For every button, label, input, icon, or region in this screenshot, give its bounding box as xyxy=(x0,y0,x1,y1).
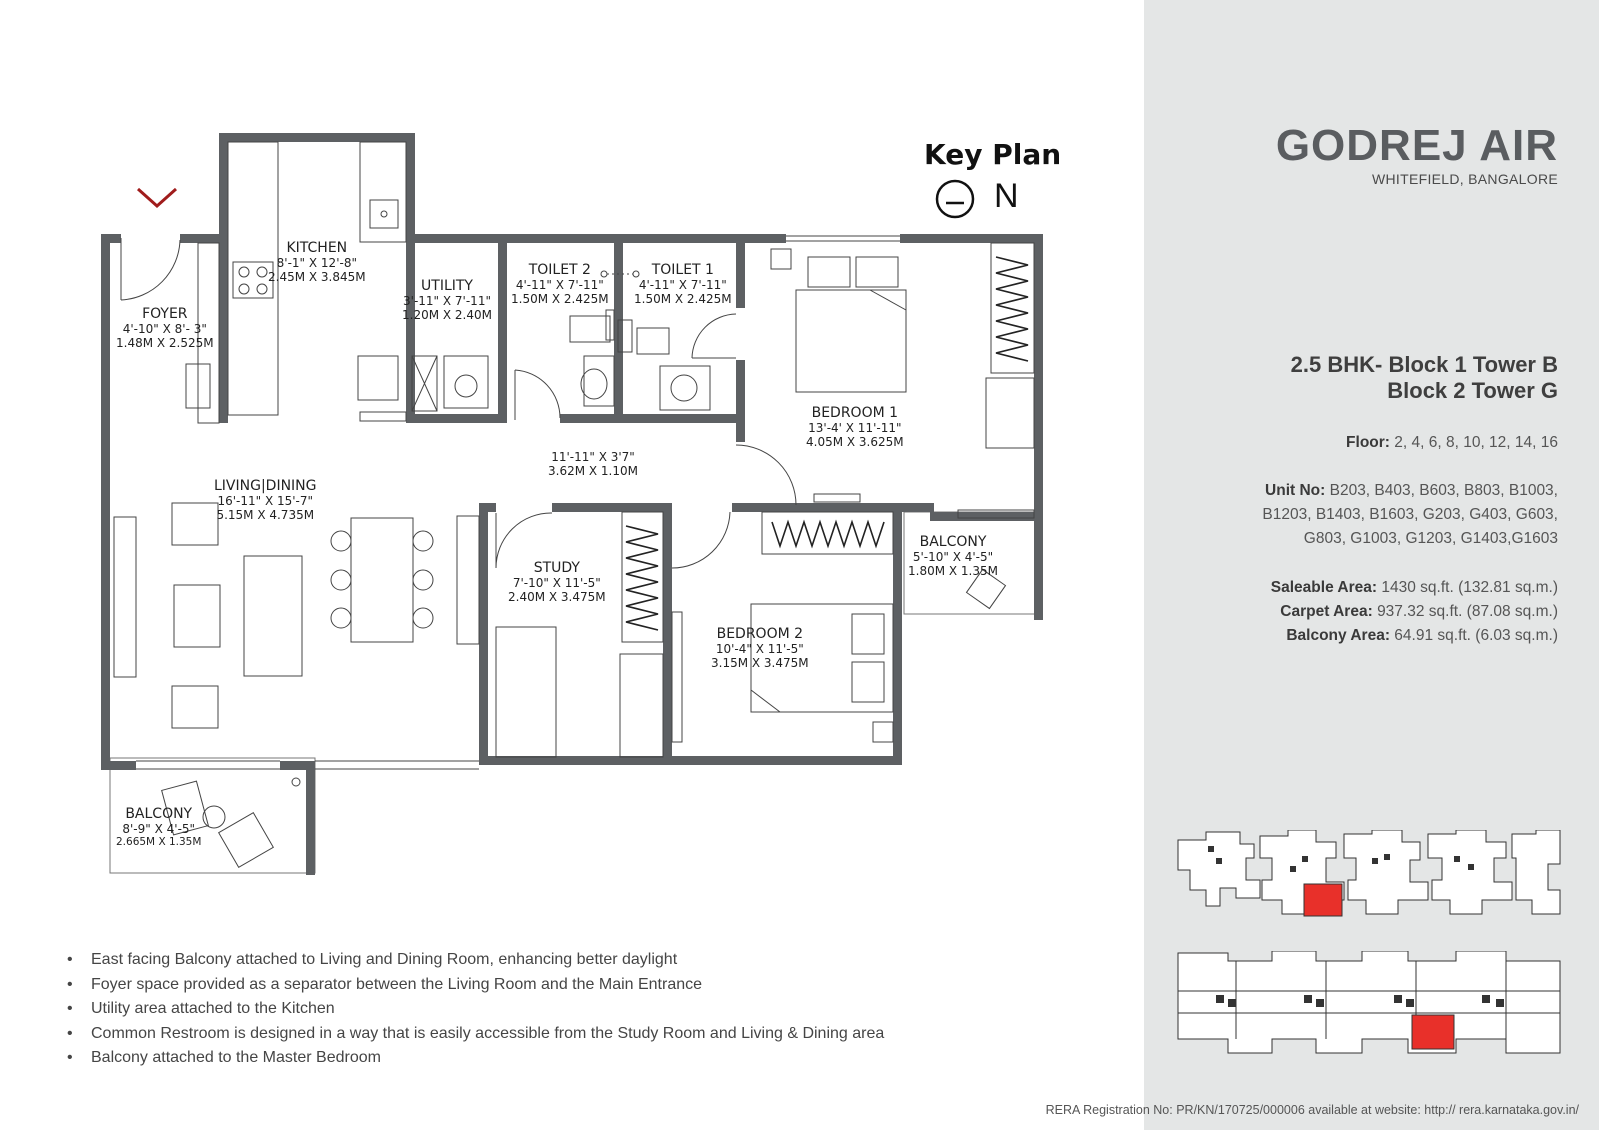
feature-item: • Common Restroom is designed in a way that is easily accessible from the Study Room and Living & Dining area xyxy=(67,1022,884,1047)
brand-title: GODREJ AIR xyxy=(1275,121,1558,170)
room-label-balcony-bedroom: BALCONY 5'-10" X 4'-5" 1.80M X 1.35M xyxy=(908,534,998,578)
wardrobe-bedroom2 xyxy=(772,522,884,546)
room-label-bedroom1: BEDROOM 1 13'-4' X 11'-11" 4.05M X 3.625M xyxy=(806,405,904,449)
entrance-marker xyxy=(138,189,176,206)
feature-list xyxy=(67,948,884,1071)
unit-highlight xyxy=(1412,1015,1454,1049)
key-plan-block2 xyxy=(1176,951,1561,1056)
room-label-study: STUDY 7'-10" X 11'-5" 2.40M X 3.475M xyxy=(508,560,606,604)
room-label-passage: 11'-11" X 3'7" 3.62M X 1.10M xyxy=(548,450,638,478)
brand-subtitle: WHITEFIELD, BANGALORE xyxy=(1372,171,1558,187)
unit-highlight xyxy=(1304,884,1342,916)
room-label-living-dining: LIVING|DINING 16'-11" X 15'-7" 5.15M X 4.735M xyxy=(214,478,317,522)
room-label-balcony-living: BALCONY 8'-9" X 4'-5" 2.665M X 1.35M xyxy=(116,806,202,848)
north-compass-icon xyxy=(937,181,973,217)
bhk-title: 2.5 BHK- Block 1 Tower B Block 2 Tower G xyxy=(1290,352,1558,403)
feature-item: • East facing Balcony attached to Living and Dining Room, enhancing better daylight xyxy=(67,948,884,973)
north-label: N xyxy=(994,177,1019,215)
brand-block xyxy=(1276,123,1558,187)
wardrobe-bedroom1 xyxy=(996,257,1028,361)
room-label-bedroom2: BEDROOM 2 10'-4" X 11'-5" 3.15M X 3.475M xyxy=(711,626,809,670)
room-label-toilet2: TOILET 2 4'-11" X 7'-11" 1.50M X 2.425M xyxy=(511,262,609,306)
rera-note: RERA Registration No: PR/KN/170725/000006 available at website: http:// rera.karnataka.gov.in/ xyxy=(1045,1103,1579,1117)
wardrobe-study xyxy=(626,526,658,630)
room-label-foyer: FOYER 4'-10" X 8'- 3" 1.48M X 2.525M xyxy=(116,306,214,350)
room-label-kitchen: KITCHEN 8'-1" X 12'-8" 2.45M X 3.845M xyxy=(268,240,366,284)
unit-info: Unit No: B203, B403, B603, B803, B1003, B1203, B1403, B1603, G203, G403, G603, G803, G1003, G1203, G1403,G1603 xyxy=(1262,482,1558,547)
feature-item: • Foyer space provided as a separator between the Living Room and the Main Entrance xyxy=(67,973,884,998)
key-plan-block1 xyxy=(1176,830,1561,920)
area-info: Saleable Area: 1430 sq.ft. (132.81 sq.m.) Carpet Area: 937.32 sq.ft. (87.08 sq.m.) Balcony Area: 64.91 sq.ft. (6.03 sq.m.) xyxy=(1270,579,1558,644)
floor-info: Floor: 2, 4, 6, 8, 10, 12, 14, 16 xyxy=(1346,434,1558,451)
feature-item: • Balcony attached to the Master Bedroom xyxy=(67,1046,884,1071)
room-label-toilet1: TOILET 1 4'-11" X 7'-11" 1.50M X 2.425M xyxy=(634,262,732,306)
feature-item: • Utility area attached to the Kitchen xyxy=(67,997,884,1022)
key-plan-title: Key Plan xyxy=(924,138,1062,171)
room-label-utility: UTILITY 3'-11" X 7'-11" 1.20M X 2.40M xyxy=(402,278,492,322)
